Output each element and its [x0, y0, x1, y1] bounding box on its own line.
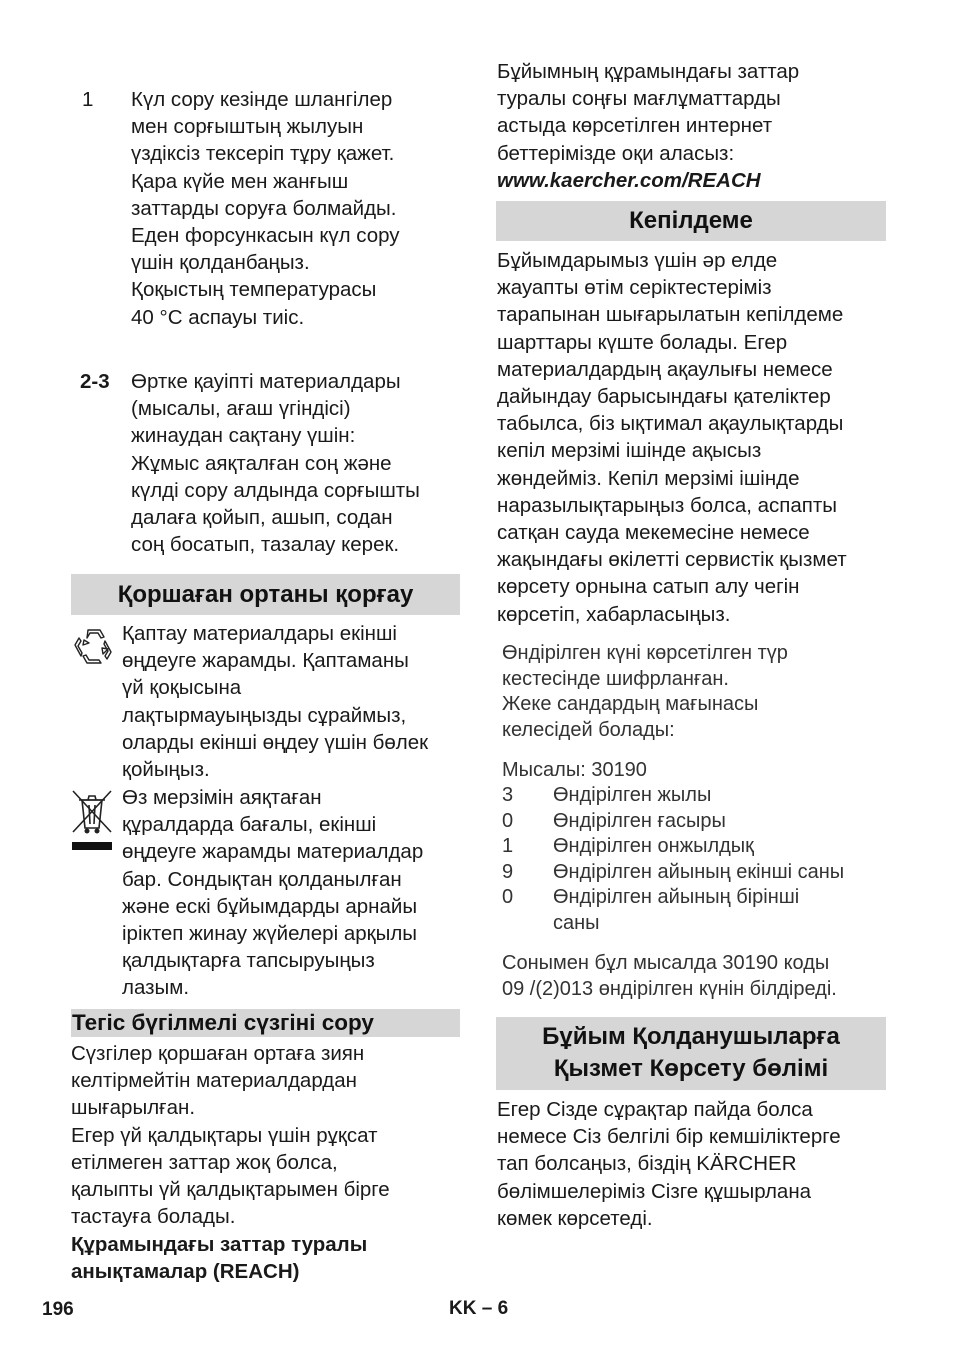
page-label: KK – 6 — [449, 1298, 509, 1319]
example-digit: 0 — [502, 809, 514, 832]
example-meaning: Өндірілген онжылдық — [553, 835, 754, 857]
text-line: жақындағы өкілетті сервистік қызмет — [497, 548, 847, 572]
text-line: көрсетіп, хабарласыңыз. — [497, 602, 731, 626]
text-line: көрсету орнына сатып алу чегін — [497, 575, 800, 599]
example-label: Мысалы: 30190 — [502, 759, 647, 781]
example-row — [502, 860, 844, 886]
example-meaning: саны — [553, 911, 600, 934]
page-number: 196 — [42, 1299, 74, 1320]
example-meaning: Өндірілген ғасыры — [553, 809, 726, 832]
text-line: Бұйымның құрамындағы заттар — [497, 60, 800, 83]
text-line: соң босатып, тазалау керек. — [131, 533, 400, 557]
text-line: Сонымен бұл мысалда 30190 коды — [502, 952, 830, 974]
text-line: іріктеп жинау жүйелері арқылы — [122, 922, 418, 946]
example-digit: 9 — [502, 860, 514, 883]
text-line: үй қоқысына — [122, 676, 242, 700]
text-line: астыда көрсетілген интернет — [497, 114, 773, 138]
item-2-3-text — [131, 368, 420, 558]
recycle-icon — [72, 626, 116, 668]
example-row — [502, 911, 844, 937]
text-line: туралы соңғы мағлұматтарды — [497, 87, 781, 111]
text-line: (мысалы, ағаш үгіндісі) — [131, 397, 351, 421]
text-line: кепіл мерзімі ішінде ақысыз — [497, 439, 762, 463]
text-line: тап болсаңыз, біздің KÄRCHER — [497, 1152, 797, 1176]
text-line: күлді сору алдында сорғышты — [131, 478, 420, 502]
text-line: етілмеген заттар жоқ болса, — [71, 1150, 338, 1174]
filter-heading: Тегіс бүгілмелі сүзгіні сору — [72, 1010, 374, 1035]
text-line: өңдеуге жарамды материалдар — [122, 840, 424, 864]
warranty-text — [497, 247, 847, 628]
reach-text — [497, 58, 799, 194]
text-line: Бұйымдарымыз үшін әр елде — [497, 249, 778, 272]
text-line: наразылықтарыңыз болса, аспапты — [497, 493, 838, 517]
text-line: Өз мерзімін аяқтаған — [122, 786, 322, 809]
text-line: Егер Сізде сұрақтар пайда болса — [497, 1098, 813, 1121]
example-row — [502, 885, 844, 911]
heading-line: Қызмет Көрсету бөлімі — [553, 1055, 829, 1082]
text-line: Өндірілген күні көрсетілген түр — [502, 642, 788, 664]
text-line: қалыпты үй қалдықтарымен бірге — [71, 1178, 390, 1202]
text-line: Жеке сандардың мағынасы — [502, 693, 759, 715]
text-line: бөлімшелеріміз Сізге құшырлана — [497, 1179, 812, 1203]
env-heading-bar — [71, 574, 460, 615]
example-row — [502, 783, 844, 809]
warranty-heading: Кепілдеме — [629, 207, 753, 234]
item-1-number: 1 — [82, 88, 94, 111]
text-line: жауапты өтім серіктестеріміз — [497, 276, 772, 300]
text-line: 40 °C аспауы тиіс. — [131, 305, 305, 329]
example-digit: 0 — [502, 886, 514, 908]
recycle-text — [122, 620, 428, 783]
text-line: көмек көрсетеді. — [497, 1206, 653, 1230]
text-line: қойыңыз. — [122, 758, 210, 782]
text-line: лақтырмауыңызды сұраймыз, — [122, 703, 407, 727]
text-line: 09 /(2)013 өндірілген күнін білдіреді. — [502, 977, 837, 1000]
text-line: табылса, біз ықтимал ақаулықтарды — [497, 412, 844, 436]
text-line: Егер үй қалдықтары үшін рұқсат — [71, 1123, 378, 1147]
text-line: сатқан сауда мекемесіне немесе — [497, 521, 810, 545]
text-line: үшін қолданбаңыз. — [131, 251, 310, 275]
example-row — [502, 834, 844, 860]
text-line: келесідей болады: — [502, 718, 675, 741]
text-line: дайындау барысындағы қателіктер — [497, 385, 831, 409]
text-line: және ескі бұйымдарды арнайы — [122, 894, 418, 918]
example-table — [502, 783, 844, 936]
text-line: құралдарда бағалы, екінші — [122, 813, 377, 837]
filter-text — [71, 1040, 390, 1230]
text-line: келтірмейтін материалдардан — [71, 1069, 357, 1093]
service-heading — [496, 1017, 886, 1085]
text-line: Еден форсункасын күл сору — [131, 224, 400, 248]
text-line: өңдеуге жарамды. Қаптаманы — [122, 649, 409, 673]
text-line: тастауға болады. — [71, 1205, 236, 1229]
text-line: оларды екінші өңдеу үшін бөлек — [122, 730, 429, 754]
weee-text — [122, 784, 423, 1002]
text-line: заттарды соруға болмайды. — [131, 196, 397, 220]
crossed-bin-icon — [70, 788, 114, 852]
text-line: Қоқыстың температурасы — [131, 278, 377, 302]
text-line: тарапынан шығарылатын кепілдеме — [497, 303, 844, 327]
env-heading: Қоршаған ортаны қорғау — [117, 581, 414, 608]
text-line: немесе Сіз белгілі бір кемшіліктерге — [497, 1125, 841, 1149]
reach-heading — [71, 1231, 367, 1285]
text-line: материалдардың ақаулығы немесе — [497, 357, 833, 381]
text-line: беттерімізде оқи аласыз: — [497, 141, 735, 165]
text-line: шарттары күште болады. Егер — [497, 330, 788, 354]
service-heading-bar — [496, 1017, 886, 1090]
text-line: Күл сору кезінде шлангілер — [131, 88, 393, 111]
item-2-3-number: 2-3 — [80, 370, 110, 393]
example-meaning: Өндірілген жылы — [553, 784, 712, 806]
filter-heading-bar — [71, 1009, 460, 1037]
text-line: анықтамалар (REACH) — [71, 1260, 300, 1284]
text-line: үздіксіз тексеріп тұру қажет. — [131, 142, 395, 166]
text-line: кестесінде шифрланған. — [502, 667, 729, 690]
service-text — [497, 1096, 841, 1232]
reach-url[interactable]: www.kaercher.com/REACH — [497, 168, 761, 192]
text-line: далаға қойып, ашып, содан — [131, 506, 393, 530]
summary-text — [502, 951, 837, 1002]
text-line: жинаудан сақтану үшін: — [131, 424, 356, 448]
text-line: жөндейміз. Кепіл мерзімі ішінде — [497, 466, 800, 490]
example-digit: 1 — [502, 835, 514, 857]
text-line: Қаптау материалдары екінші — [122, 622, 397, 645]
text-line: бар. Сондықтан қолданылған — [122, 867, 402, 891]
text-line: Сүзгілер қоршаған ортаға зиян — [71, 1042, 365, 1065]
example-digit: 3 — [502, 784, 514, 806]
text-line: Жұмыс аяқталған соң және — [131, 451, 392, 475]
text-line: Қара күйе мен жанғыш — [131, 169, 349, 193]
text-line: мен сорғыштың жылуын — [131, 115, 364, 139]
example-meaning: Өндірілген айының екінші саны — [553, 860, 845, 883]
text-line: лазым. — [122, 976, 190, 1000]
date-code-text — [502, 641, 788, 743]
example-meaning: Өндірілген айының бірінші — [553, 886, 800, 908]
heading-line: Бұйым Қолданушыларға — [542, 1023, 840, 1050]
example-row — [502, 809, 844, 835]
text-line: Өртке қауіпті материалдары — [131, 370, 401, 393]
text-line: Құрамындағы заттар туралы — [71, 1233, 368, 1256]
text-line: қалдықтарға тапсыруыңыз — [122, 949, 375, 973]
text-line: шығарылған. — [71, 1096, 196, 1120]
warranty-heading-bar — [496, 201, 886, 241]
item-1-text — [131, 86, 400, 331]
